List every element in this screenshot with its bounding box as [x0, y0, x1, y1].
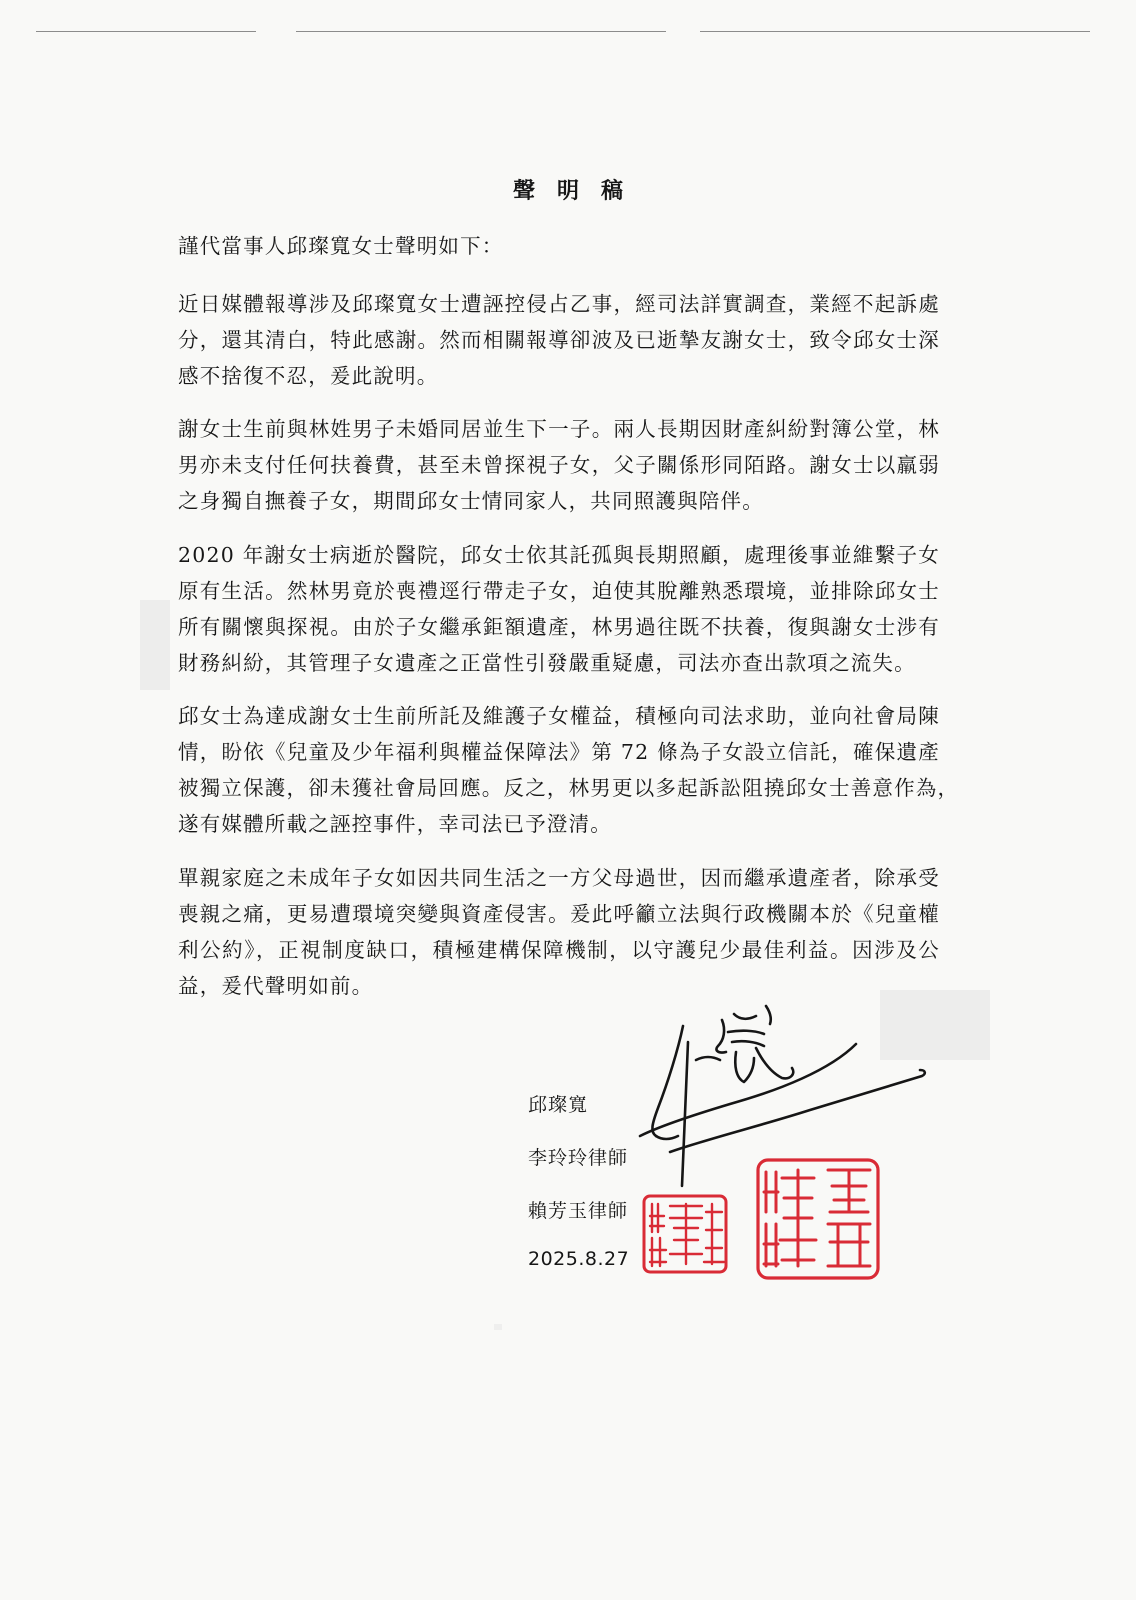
body-line: 財務糾紛，其管理子女遺產之正當性引發嚴重疑慮，司法亦查出款項之流失。 [178, 651, 916, 675]
body-line: 單親家庭之未成年子女如因共同生活之一方父母過世，因而繼承遺產者，除承受 [178, 866, 940, 890]
document-title: 聲明稿 [512, 178, 645, 204]
body-line: 遂有媒體所載之誣控事件，幸司法已予澄清。 [178, 812, 612, 836]
body-line: 益，爰代聲明如前。 [178, 974, 374, 998]
statement-date: 2025.8.27 [528, 1248, 630, 1270]
scan-top-rule [36, 31, 256, 32]
body-line: 2020 年謝女士病逝於醫院，邱女士依其託孤與長期照顧，處理後事並維繫子女 [178, 543, 940, 567]
body-line: 被獨立保護，卻未獲社會局回應。反之，林男更以多起訴訟阻撓邱女士善意作為， [178, 776, 960, 800]
signatory-lawyer: 賴芳玉律師 [528, 1200, 629, 1222]
lawyer-seal-stamp [640, 1192, 730, 1276]
body-line: 原有生活。然林男竟於喪禮逕行帶走子女，迫使其脫離熟悉環境，並排除邱女士 [178, 579, 940, 603]
body-line: 之身獨自撫養子女，期間邱女士情同家人，共同照護與陪伴。 [178, 489, 764, 513]
body-line: 邱女士為達成謝女士生前所託及維護子女權益，積極向司法求助，並向社會局陳 [178, 704, 940, 728]
body-line: 情，盼依《兒童及少年福利與權益保障法》第 72 條為子女設立信託，確保遺產 [178, 740, 940, 764]
body-line: 所有關懷與探視。由於子女繼承鉅額遺產，林男過往既不扶養，復與謝女士涉有 [178, 615, 940, 639]
lawyer-seal-stamp [754, 1156, 882, 1282]
body-line: 感不捨復不忍，爰此說明。 [178, 364, 439, 388]
body-line: 謝女士生前與林姓男子未婚同居並生下一子。兩人長期因財產糾紛對簿公堂，林 [178, 417, 940, 441]
scan-top-rule [700, 31, 1090, 32]
punch-hole-mark [494, 1324, 502, 1330]
body-line: 喪親之痛，更易遭環境突變與資產侵害。爰此呼籲立法與行政機關本於《兒童權 [178, 902, 940, 926]
body-line: 利公約》，正視制度缺口，積極建構保障機制，以守護兒少最佳利益。因涉及公 [178, 938, 940, 962]
scan-bleed [140, 600, 170, 690]
body-line: 男亦未支付任何扶養費，甚至未曾探視子女，父子關係形同陌路。謝女士以羸弱 [178, 453, 940, 477]
scan-top-rule [296, 31, 666, 32]
signatory-lawyer: 李玲玲律師 [528, 1147, 629, 1169]
signatory-name: 邱璨寬 [528, 1094, 589, 1116]
opening-line: 謹代當事人邱璨寬女士聲明如下： [178, 234, 504, 258]
body-line: 分，還其清白，特此感謝。然而相關報導卻波及已逝摯友謝女士，致令邱女士深 [178, 328, 940, 352]
body-line: 近日媒體報導涉及邱璨寬女士遭誣控侵占乙事，經司法詳實調查，業經不起訴處 [178, 292, 940, 316]
